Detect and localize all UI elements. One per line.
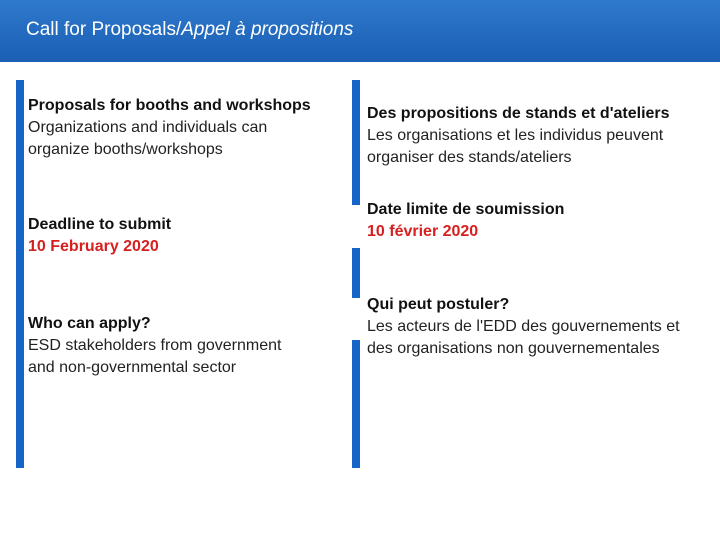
left-booths-body-line1: Organizations and individuals can [28, 119, 268, 136]
left-who-heading: Who can apply? [28, 315, 151, 332]
title-bar [0, 0, 720, 62]
slide-title [26, 19, 353, 41]
right-booths-body-line1: Les organisations et les individus peuvent [367, 127, 664, 144]
left-who-block [28, 313, 281, 379]
right-deadline-block [367, 199, 564, 243]
right-booths-body-line2: organiser des stands/ateliers [367, 149, 572, 166]
right-who-body-line2: des organisations non gouvernementales [367, 340, 660, 357]
right-booths-block [367, 103, 670, 169]
right-accent-bar-bottom [352, 340, 360, 468]
right-deadline-heading: Date limite de soumission [367, 201, 565, 218]
right-accent-bar-middle [352, 248, 360, 298]
right-accent-bar-top [352, 80, 360, 205]
left-deadline-block [28, 214, 171, 258]
left-deadline-date: 10 February 2020 [28, 238, 159, 255]
right-who-block [367, 294, 680, 360]
right-who-heading: Qui peut postuler? [367, 296, 510, 313]
left-deadline-heading: Deadline to submit [28, 216, 172, 233]
right-booths-heading: Des propositions de stands et d'ateliers [367, 105, 670, 122]
right-deadline-date: 10 février 2020 [367, 223, 479, 240]
slide-title-french: Appel à propositions [181, 19, 354, 40]
left-who-body-line1: ESD stakeholders from government [28, 337, 282, 354]
slide-title-english: Call for Proposals/ [26, 19, 182, 40]
left-booths-block [28, 95, 311, 161]
right-who-body-line1: Les acteurs de l'EDD des gouvernements et [367, 318, 680, 335]
left-accent-bar [16, 80, 24, 468]
left-booths-body-line2: organize booths/workshops [28, 141, 223, 158]
left-booths-heading: Proposals for booths and workshops [28, 97, 311, 114]
left-who-body-line2: and non-governmental sector [28, 359, 237, 376]
